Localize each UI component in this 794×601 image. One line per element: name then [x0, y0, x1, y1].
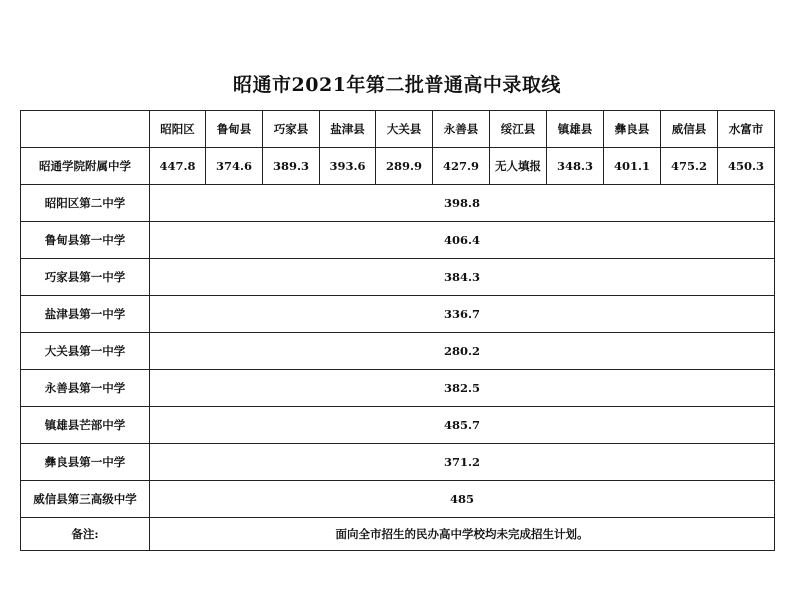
school-name-cell: 永善县第一中学: [21, 370, 150, 407]
remark-row: [21, 518, 775, 551]
merged-score-cell: 336.7: [150, 296, 775, 333]
score-cell: 348.3: [547, 148, 604, 185]
county-header: 水富市: [718, 111, 775, 148]
score-cell: 389.3: [263, 148, 320, 185]
school-name-cell: 昭阳区第二中学: [21, 185, 150, 222]
county-header: 镇雄县: [547, 111, 604, 148]
county-header: 大关县: [376, 111, 433, 148]
remark-text: 面向全市招生的民办高中学校均未完成招生计划。: [150, 518, 775, 551]
document-title: 昭通市2021年第二批普通高中录取线: [233, 74, 561, 96]
county-header: 巧家县: [263, 111, 320, 148]
school-name-cell: 威信县第三高级中学: [21, 481, 150, 518]
table-row: [21, 407, 775, 444]
county-header: 昭阳区: [150, 111, 206, 148]
table-row: [21, 148, 775, 185]
score-cell: 450.3: [718, 148, 775, 185]
score-cell: 289.9: [376, 148, 433, 185]
school-name-cell: 盐津县第一中学: [21, 296, 150, 333]
score-cell: 393.6: [320, 148, 376, 185]
merged-score-cell: 398.8: [150, 185, 775, 222]
merged-score-cell: 485.7: [150, 407, 775, 444]
merged-score-cell: 384.3: [150, 259, 775, 296]
county-header: 威信县: [661, 111, 718, 148]
score-cell: 无人填报: [490, 148, 547, 185]
county-header: 盐津县: [320, 111, 376, 148]
merged-score-cell: 406.4: [150, 222, 775, 259]
table-row: [21, 222, 775, 259]
merged-score-cell: 371.2: [150, 444, 775, 481]
score-cell: 401.1: [604, 148, 661, 185]
merged-score-cell: 382.5: [150, 370, 775, 407]
table-row: [21, 333, 775, 370]
score-cell: 475.2: [661, 148, 718, 185]
county-header: 鲁甸县: [206, 111, 263, 148]
merged-score-cell: 485: [150, 481, 775, 518]
table-row: [21, 185, 775, 222]
school-name-cell: 大关县第一中学: [21, 333, 150, 370]
county-header: 绥江县: [490, 111, 547, 148]
score-cell: 447.8: [150, 148, 206, 185]
county-header: 永善县: [433, 111, 490, 148]
merged-score-cell: 280.2: [150, 333, 775, 370]
school-name-cell: 巧家县第一中学: [21, 259, 150, 296]
county-header: 彝良县: [604, 111, 661, 148]
score-cell: 427.9: [433, 148, 490, 185]
table-corner-cell: [21, 111, 150, 148]
table-header-row: [21, 111, 775, 148]
score-cell: 374.6: [206, 148, 263, 185]
school-name-cell: 彝良县第一中学: [21, 444, 150, 481]
table-row: [21, 444, 775, 481]
school-name-cell: 昭通学院附属中学: [21, 148, 150, 185]
table-row: [21, 259, 775, 296]
school-name-cell: 鲁甸县第一中学: [21, 222, 150, 259]
table-row: [21, 370, 775, 407]
remark-label: 备注:: [21, 518, 150, 551]
school-name-cell: 镇雄县芒部中学: [21, 407, 150, 444]
admission-score-table: [20, 110, 775, 551]
table-row: [21, 296, 775, 333]
table-row: [21, 481, 775, 518]
